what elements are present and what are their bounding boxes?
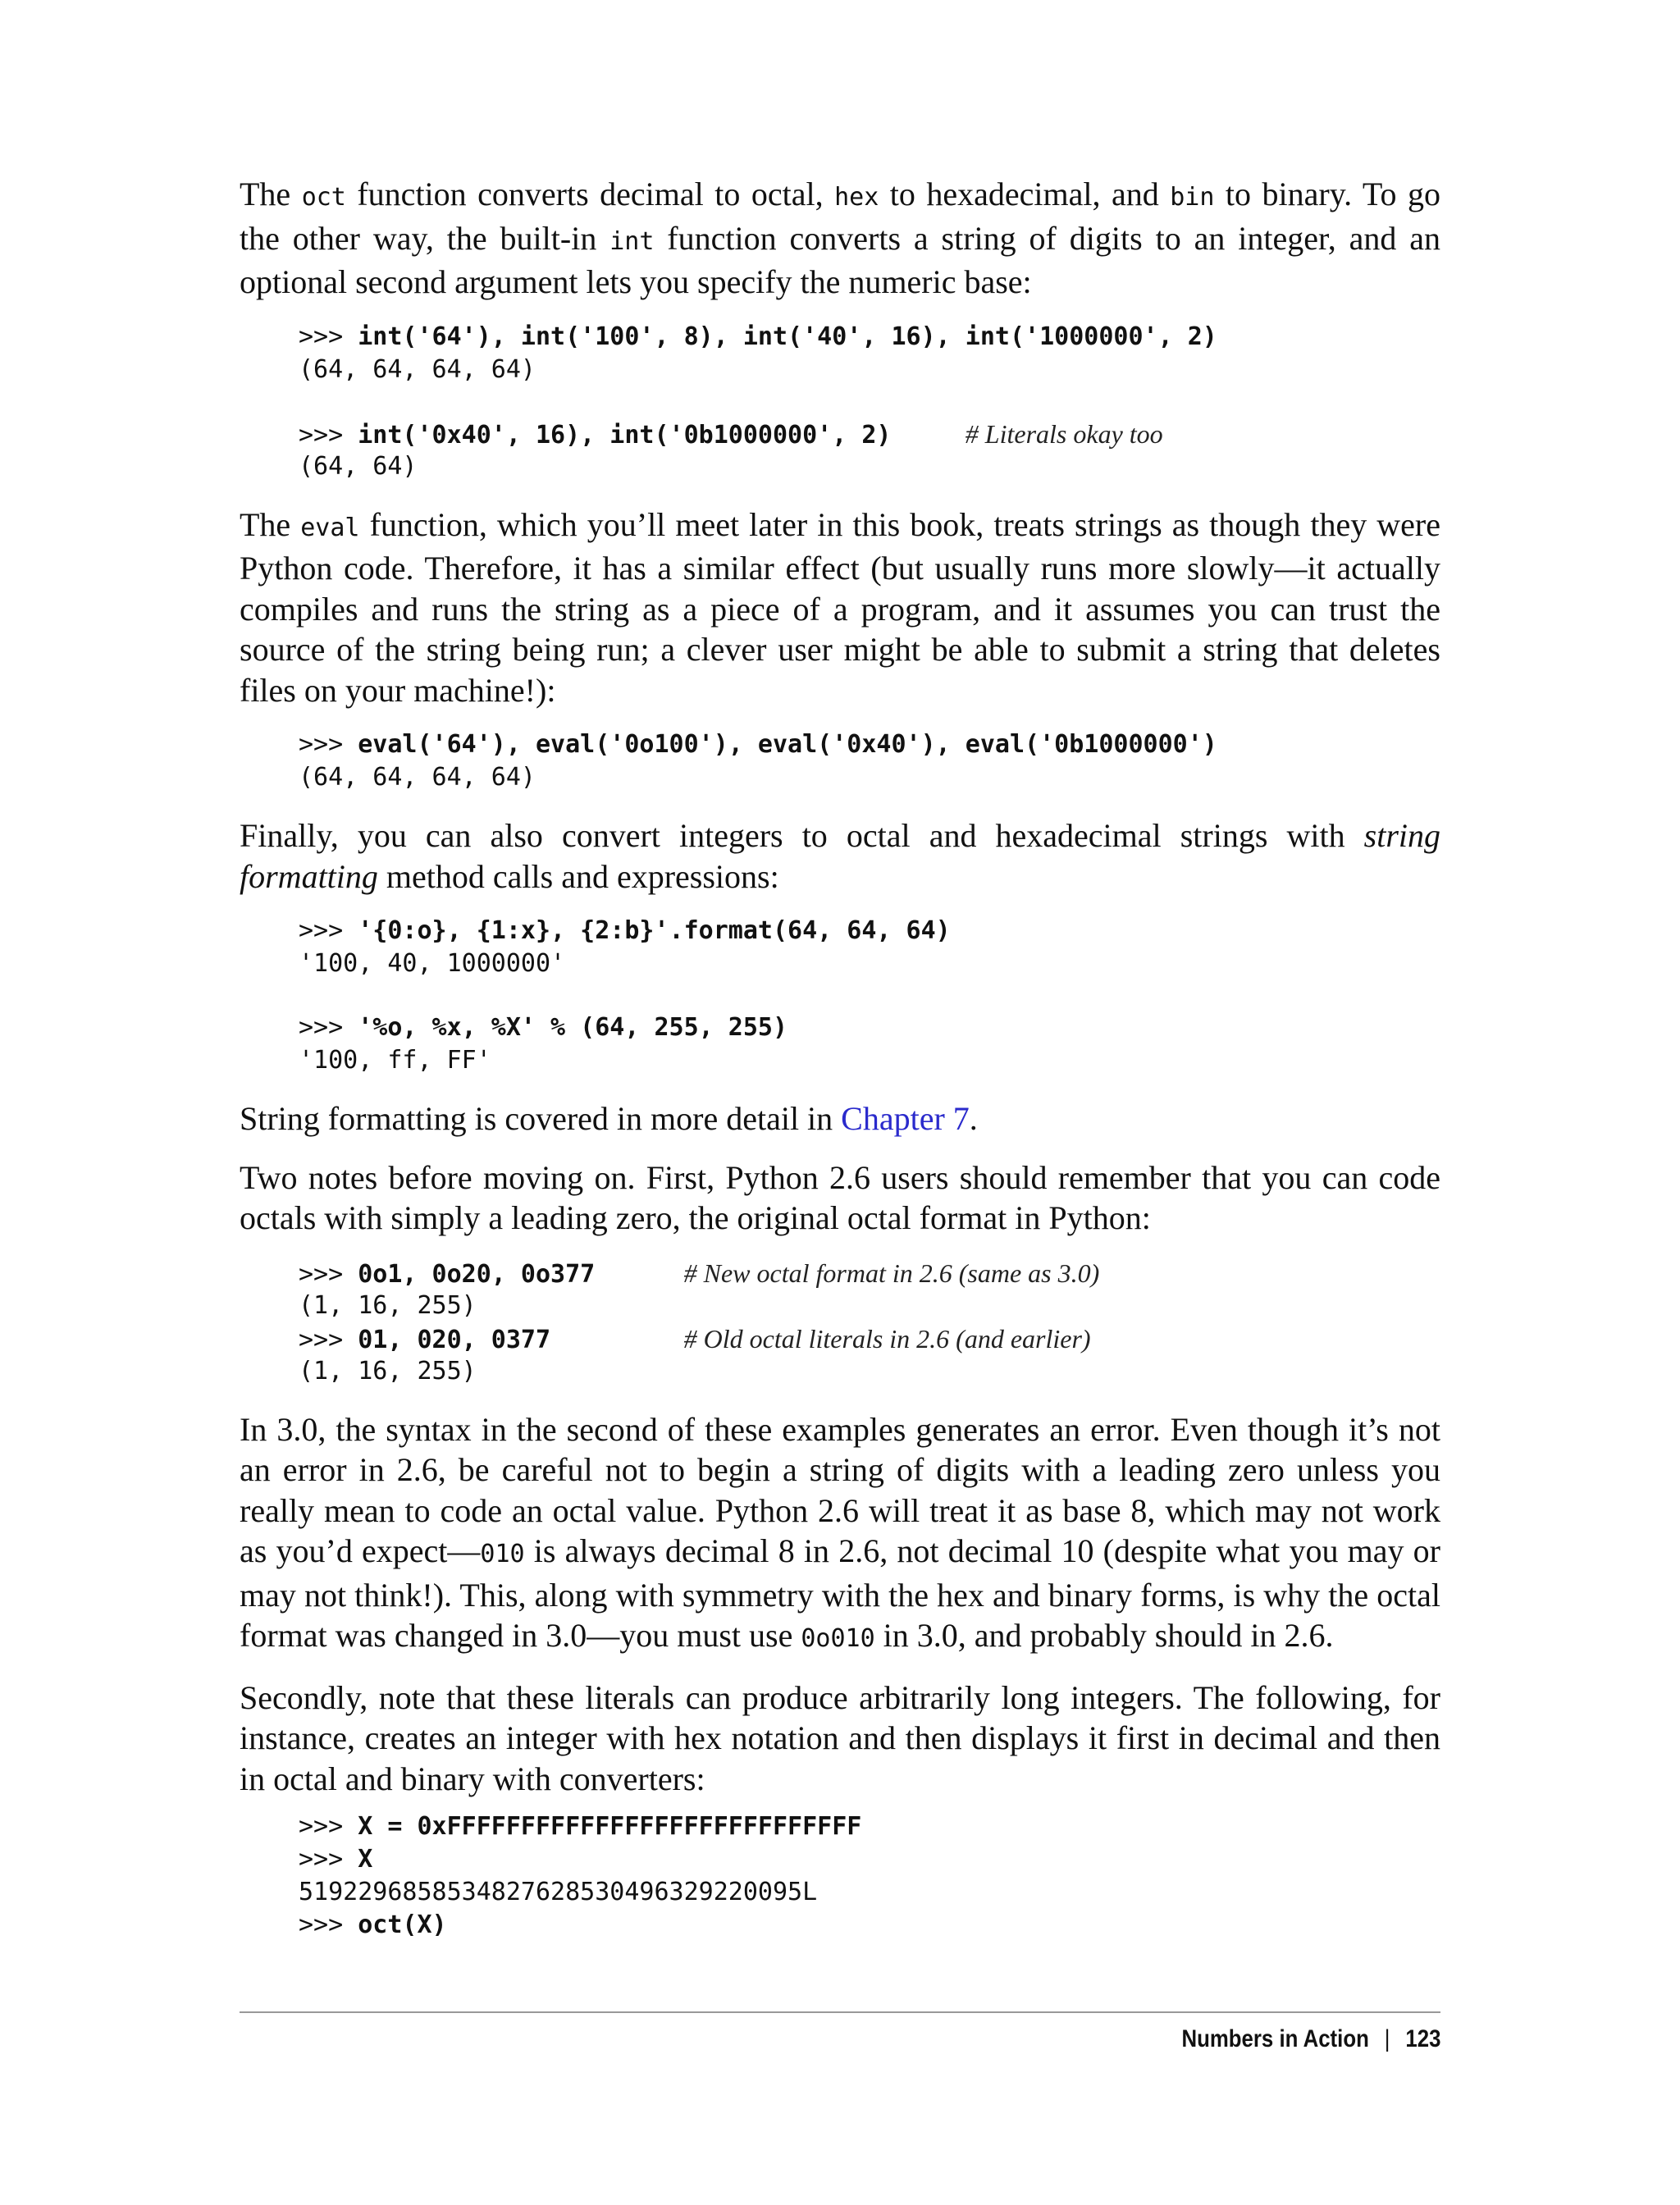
code-prompt: >>> <box>299 730 358 759</box>
code-prompt: >>> <box>299 1845 358 1874</box>
code-line <box>299 418 1440 450</box>
code-prompt: >>> <box>299 1911 358 1939</box>
code-block-int <box>299 321 1440 483</box>
code-padding <box>550 1326 684 1354</box>
paragraph-octal-warning: In 3.0, the syntax in the second of these examples generates an error. Even though it’s not an error in 2.6, be careful not to begin a string of digits with a leading zero unless you really mean to code an octal value. Python 2.6 will treat it as base 8, which may not work as you’d expect—010 is always decimal 8 in 2.6, not decimal 10 (despite what you may or may not think!). This, along with symmetry with the hex and binary forms, is why the octal format was changed in 3.0—you must use 0o010 in 3.0, and probably should in 2.6. <box>240 1410 1441 1654</box>
code-spacer <box>299 980 1440 1011</box>
code-command: int('0x40', 16), int('0b1000000', 2) <box>358 420 892 450</box>
footer-rule <box>240 2011 1440 2013</box>
code-prompt: >>> <box>299 1325 358 1354</box>
code-block-octal <box>299 1257 1440 1388</box>
chapter-7-link[interactable]: Chapter 7 <box>841 1100 970 1137</box>
paragraph-string-formatting: Finally, you can also convert integers to octal and hexadecimal strings with string formatting method calls and expressions: <box>240 817 1440 895</box>
code-line <box>299 354 1440 386</box>
code-output: (64, 64) <box>299 451 418 481</box>
page-footer <box>1181 2020 1440 2059</box>
footer-separator: | <box>1384 2025 1390 2052</box>
code-output: (1, 16, 255) <box>299 1290 477 1320</box>
code-output: '100, ff, FF' <box>299 1046 491 1075</box>
code-command: oct(X) <box>358 1911 447 1939</box>
footer-section-title: Numbers in Action <box>1181 2025 1369 2052</box>
code-spacer <box>299 386 1440 418</box>
code-command: 0o1, 0o20, 0o377 <box>358 1259 596 1289</box>
code-output: '100, 40, 1000000' <box>299 949 566 978</box>
code-line <box>299 1355 1440 1388</box>
code-line <box>299 1257 1440 1290</box>
page-number: 123 <box>1404 2025 1440 2052</box>
code-comment: # New octal format in 2.6 (same as 3.0) <box>683 1258 1100 1288</box>
code-line <box>299 1909 1440 1942</box>
code-line <box>299 321 1440 354</box>
code-line <box>299 1044 1440 1077</box>
code-line <box>299 728 1440 761</box>
paragraph-two-notes: Two notes before moving on. First, Python 2.6 users should remember that you can code octals with simply a leading zero, the original octal format in Python: <box>240 1158 1440 1236</box>
paragraph-eval: The eval function, which you’ll meet later in this book, treats strings as though they were Python code. Therefore, it has a similar effect (but usually runs more slowly—it actually compiles and runs the string as a piece of a program, and it assumes you can trust the source of the string being run; a clever user might be able to submit a string that deletes files on your machine!): <box>240 505 1440 709</box>
code-line <box>299 915 1440 947</box>
code-block-hex-long <box>299 1810 1440 1942</box>
code-line <box>299 947 1440 980</box>
code-line <box>299 1810 1440 1843</box>
paragraph-chapter-ref: String formatting is covered in more detail in Chapter 7. <box>240 1100 978 1137</box>
code-command: '{0:o}, {1:x}, {2:b}'.format(64, 64, 64) <box>358 916 951 945</box>
code-line <box>299 761 1440 794</box>
code-block-format <box>299 915 1440 1077</box>
paragraph-long-integers: Secondly, note that these literals can produce arbitrarily long integers. The following, for instance, creates an integer with hex notation and then displays it first in decimal and then in octal and binary with converters: <box>240 1678 1440 1797</box>
code-prompt: >>> <box>299 322 358 351</box>
code-line <box>299 1011 1440 1044</box>
code-prompt: >>> <box>299 1259 358 1289</box>
code-prompt: >>> <box>299 420 358 450</box>
code-line <box>299 1876 1440 1909</box>
page-body <box>240 174 1440 1963</box>
code-output: (1, 16, 255) <box>299 1356 477 1386</box>
code-output: (64, 64, 64, 64) <box>299 354 536 384</box>
code-command: '%o, %x, %X' % (64, 255, 255) <box>358 1013 788 1042</box>
code-command: eval('64'), eval('0o100'), eval('0x40'), eval('0b1000000') <box>358 730 1217 759</box>
code-padding <box>595 1260 683 1289</box>
code-line <box>299 1322 1440 1355</box>
code-command: int('64'), int('100', 8), int('40', 16), int('1000000', 2) <box>358 322 1217 351</box>
code-prompt: >>> <box>299 1812 358 1841</box>
paragraph-int-conversion: The oct function converts decimal to octal, hex to hexadecimal, and bin to binary. To go the other way, the built-in int function converts a string of digits to an integer, and an optional second argument lets you specify the numeric base: <box>240 176 1441 300</box>
code-line <box>299 450 1440 483</box>
code-block-eval <box>299 728 1440 794</box>
code-line <box>299 1290 1440 1322</box>
code-line <box>299 1843 1440 1876</box>
code-command: X <box>358 1845 373 1874</box>
code-output: 5192296858534827628530496329220095L <box>299 1878 818 1906</box>
code-command: X = 0xFFFFFFFFFFFFFFFFFFFFFFFFFFFF <box>358 1812 862 1841</box>
code-prompt: >>> <box>299 1013 358 1042</box>
code-comment: # Old octal literals in 2.6 (and earlier) <box>683 1323 1091 1354</box>
code-prompt: >>> <box>299 916 358 945</box>
code-padding <box>891 421 965 450</box>
code-command: 01, 020, 0377 <box>358 1325 551 1354</box>
code-output: (64, 64, 64, 64) <box>299 763 536 792</box>
code-comment: # Literals okay too <box>965 418 1163 449</box>
